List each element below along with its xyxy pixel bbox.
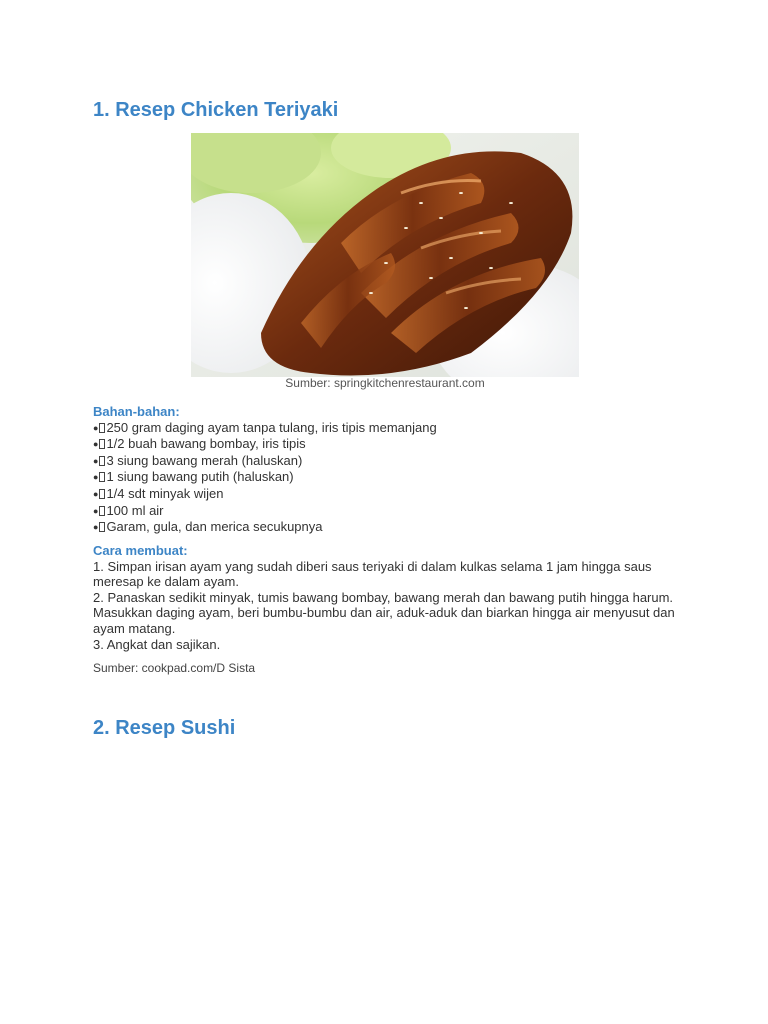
list-item: ● 1 siung bawang putih (haluskan)	[93, 469, 294, 485]
bullet-icon: ●	[93, 439, 99, 450]
list-item: ● 3 siung bawang merah (haluskan)	[93, 452, 303, 468]
recipe-source: Sumber: cookpad.com/D Sista	[93, 661, 256, 675]
list-item: ● 250 gram daging ayam tanpa tulang, iris tipis memanjang	[93, 419, 437, 435]
missing-glyph-icon	[99, 506, 105, 516]
missing-glyph-icon	[99, 522, 105, 532]
bullet-icon: ●	[93, 422, 99, 433]
missing-glyph-icon	[99, 472, 105, 482]
ingredients-heading: Bahan-bahan:	[93, 404, 180, 419]
bullet-icon: ●	[93, 472, 99, 483]
list-item: ● 100 ml air	[93, 502, 164, 518]
bullet-icon: ●	[93, 505, 99, 516]
missing-glyph-icon	[99, 439, 105, 449]
missing-glyph-icon	[99, 489, 105, 499]
ingredients-list	[93, 420, 683, 536]
ingredients-section	[93, 404, 683, 536]
method-heading: Cara membuat:	[93, 543, 188, 558]
section-2-title: 2. Resep Sushi	[93, 717, 236, 739]
list-item: ● 1/2 buah bawang bombay, iris tipis	[93, 436, 306, 452]
chicken-teriyaki-photo	[191, 133, 579, 377]
bullet-icon: ●	[93, 455, 99, 466]
bullet-icon: ●	[93, 522, 99, 533]
list-item: ● 1/4 sdt minyak wijen	[93, 485, 224, 501]
missing-glyph-icon	[99, 456, 105, 466]
method-step: 2. Panaskan sedikit minyak, tumis bawang bombay, bawang merah dan bawang putih hingga harum. Masukkan daging ayam, beri bumbu-bumbu dan air, aduk-aduk dan biarkan hingga air menyusut dan ayam matang.	[93, 589, 675, 636]
method-step: 3. Angkat dan sajikan.	[93, 636, 221, 652]
method-section	[93, 543, 683, 652]
section-1-title: 1. Resep Chicken Teriyaki	[93, 99, 339, 121]
bullet-icon: ●	[93, 488, 99, 499]
image-caption: Sumber: springkitchenrestaurant.com	[285, 376, 485, 390]
missing-glyph-icon	[99, 423, 105, 433]
list-item: ● Garam, gula, dan merica secukupnya	[93, 519, 323, 535]
method-step: 1. Simpan irisan ayam yang sudah diberi saus teriyaki di dalam kulkas selama 1 jam hingga saus meresap ke dalam ayam.	[93, 558, 652, 590]
